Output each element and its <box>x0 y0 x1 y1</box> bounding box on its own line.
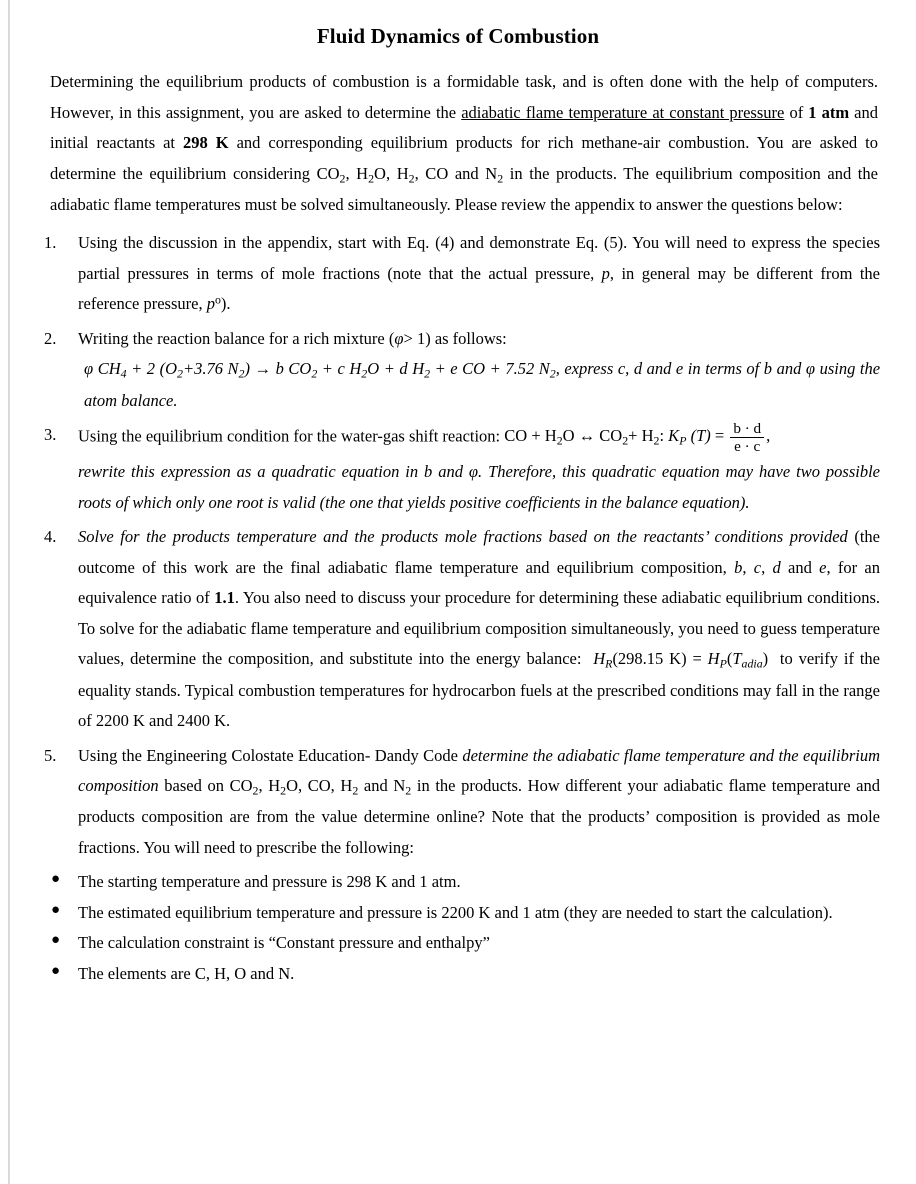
q5-text-b: based on CO <box>158 776 253 796</box>
intro-text-h: in the products. The equilibrium composition and the adiabatic flame temperatures must be solved simultaneously. Please review the appendix to answer the questions below: <box>50 163 878 214</box>
intro-text-d: and corresponding equilibrium products for rich methane-air combustion. You are asked to determine the equilibrium considering CO <box>50 133 878 183</box>
q5-text-f: in the products. How different your adiabatic flame temperature and products composition are from the value determine online? Note that the products’ composition is provided as mole fractions. You will need to prescribe the following: <box>78 776 880 857</box>
q3-tail-text: rewrite this expression as a quadratic equation in b and φ. Therefore, this quadratic equation may have two possible roots of which only one root is valid (the one that yields positive coefficients in the balance equation). <box>78 462 880 512</box>
q4-italic-d: d <box>772 557 781 577</box>
q5-sub-2-b: 2 <box>280 783 287 798</box>
q3-fraction-denominator: e · c <box>734 438 761 456</box>
page-title: Fluid Dynamics of Combustion <box>316 24 600 48</box>
question-list <box>36 228 880 863</box>
q5-sub-2-c: 2 <box>352 783 359 798</box>
intro-text-g: , CO and N <box>414 163 498 183</box>
intro-text-e: , H <box>345 163 369 183</box>
q3-reaction: CO + $H_2O$ ↔ $CO_2+ H_2$: <box>504 426 665 448</box>
q1-italic-p: p <box>601 263 610 283</box>
q4-italic-b: b <box>734 557 743 577</box>
question-item-4 <box>36 522 880 736</box>
sub-2-c: 2 <box>408 170 415 185</box>
bullet-icon: ● <box>51 932 61 949</box>
list-item <box>36 959 880 990</box>
question-item-3 <box>36 420 880 518</box>
q3-tail <box>78 457 880 518</box>
intro-bold-temperature: 298 K <box>183 133 229 153</box>
intro-text-a: Determining the equilibrium products of combustion is a formidable task, and is often done with the help of computers. However, in this assignment, you are asked to determine the <box>50 72 878 122</box>
question-number-2: 2. <box>44 328 57 348</box>
q4-italic-c: c <box>753 557 762 577</box>
intro-underlined-phrase: adiabatic flame temperature at constant pressure <box>461 102 785 122</box>
q4-text-c: , <box>761 557 773 577</box>
intro-text-c: and initial reactants at <box>50 102 878 153</box>
q4-text-e: , for an equivalence ratio of <box>78 557 881 608</box>
sub-2-b: 2 <box>368 170 375 185</box>
q2-phi-symbol: φ <box>394 328 404 348</box>
bullet-text: The calculation constraint is “Constant pressure and enthalpy” <box>78 933 490 953</box>
q2-reaction-equation: φ $CH_4 + 2$ ($O_2+3.76$ $N_2) \to b$ $CO_2 + c$ $H_2O + d$ $H_2 + e$ CO + 7.52 $N_2$, express c, d and e in terms of b and φ using the atom balance. <box>84 359 881 410</box>
q5-italic-a: determine the adiabatic flame temperature and the equilibrium composition <box>78 745 880 796</box>
bullet-list <box>36 867 880 989</box>
intro-bold-pressure: 1 atm <box>808 102 850 122</box>
q5-text-c: , H <box>258 776 281 796</box>
bullet-text: The elements are C, H, O and N. <box>78 963 295 983</box>
left-margin-rule <box>8 0 10 1184</box>
list-item <box>36 867 880 898</box>
q3-fraction <box>730 420 764 455</box>
sub-2-d: 2 <box>497 170 504 185</box>
q3-lead: Using the equilibrium condition for the water-gas shift reaction: <box>78 426 501 446</box>
sub-2-a: 2 <box>339 170 346 185</box>
bullet-text: The starting temperature and pressure is 298 K and 1 atm. <box>78 872 461 892</box>
question-number-1: 1. <box>44 233 57 253</box>
q5-text-e: and N <box>358 776 406 796</box>
question-number-5: 5. <box>44 745 57 765</box>
q5-sub-2-d: 2 <box>405 783 412 798</box>
q1-sup-o: o <box>214 293 221 308</box>
q4-text-d: and <box>780 557 820 577</box>
question-number-4: 4. <box>44 527 57 547</box>
bullet-icon: ● <box>51 871 61 888</box>
q4-italic-e: e <box>819 557 827 577</box>
intro-paragraph <box>50 67 880 220</box>
q5-text-a: Using the Engineering Colostate Education- Dandy Code <box>78 745 463 765</box>
q4-bold-ratio: 1.1 <box>214 588 235 608</box>
q5-sub-2-a: 2 <box>252 783 259 798</box>
q2-lead-b: > 1) as follows: <box>403 328 507 348</box>
list-item <box>36 928 880 959</box>
q2-eq-tail: express c, d and e in terms of b and φ using the atom balance. <box>84 359 881 410</box>
q4-italic-lead: Solve for the products temperature and the products mole fractions based on the reactants’ conditions provided <box>78 527 848 547</box>
q5-text-d: O, CO, H <box>286 776 353 796</box>
intro-text-f: O, H <box>374 163 409 183</box>
bullet-text: The estimated equilibrium temperature and pressure is 2200 K and 1 atm (they are needed to start the calculation). <box>78 902 833 922</box>
q3-fraction-numerator: b · d <box>730 420 764 438</box>
q1-text-a: Using the discussion in the appendix, start with Eq. (4) and demonstrate Eq. (5). You will need to express the species partial pressures in terms of mole fractions (note that the actual pressure, <box>78 233 880 283</box>
q4-energy-balance-equation: $H_R(298.15$ $K) = H_P(T_{adia})$ <box>593 649 780 671</box>
bullet-icon: ● <box>51 962 61 979</box>
q4-text-a: (the outcome of this work are the final adiabatic flame temperature and equilibrium composition, <box>78 527 880 577</box>
q4-text-f: . You also need to discuss your procedure for determining these adiabatic equilibrium conditions. To solve for the adiabatic flame temperature and equilibrium composition simultaneously, you need to guess temperature values, determine the composition, and substitute into the energy balance: <box>78 588 880 669</box>
q1-italic-p-ref: p <box>206 294 215 314</box>
q2-lead-a: Writing the reaction balance for a rich mixture ( <box>78 328 395 348</box>
question-item-1 <box>36 228 880 320</box>
question-item-5 <box>36 741 880 864</box>
q4-text-b: , <box>742 557 754 577</box>
list-item <box>36 898 880 929</box>
q1-text-c: ). <box>220 294 231 314</box>
bullet-icon: ● <box>51 901 61 918</box>
intro-text-b: of <box>784 102 809 122</box>
q1-text-b: , in general may be different from the reference pressure, <box>78 263 880 314</box>
question-number-3: 3. <box>44 425 57 445</box>
q3-kp-expression: $K_P$ (T) = $\frac{b \cdot d}{e \cdot c}$ , <box>668 420 771 456</box>
q4-text-g: to verify if the equality stands. Typical combustion temperatures for hydrocarbon fuels at the prescribed conditions may fall in the range of 2200 K and 2400 K. <box>78 649 881 731</box>
question-item-2 <box>36 324 880 416</box>
